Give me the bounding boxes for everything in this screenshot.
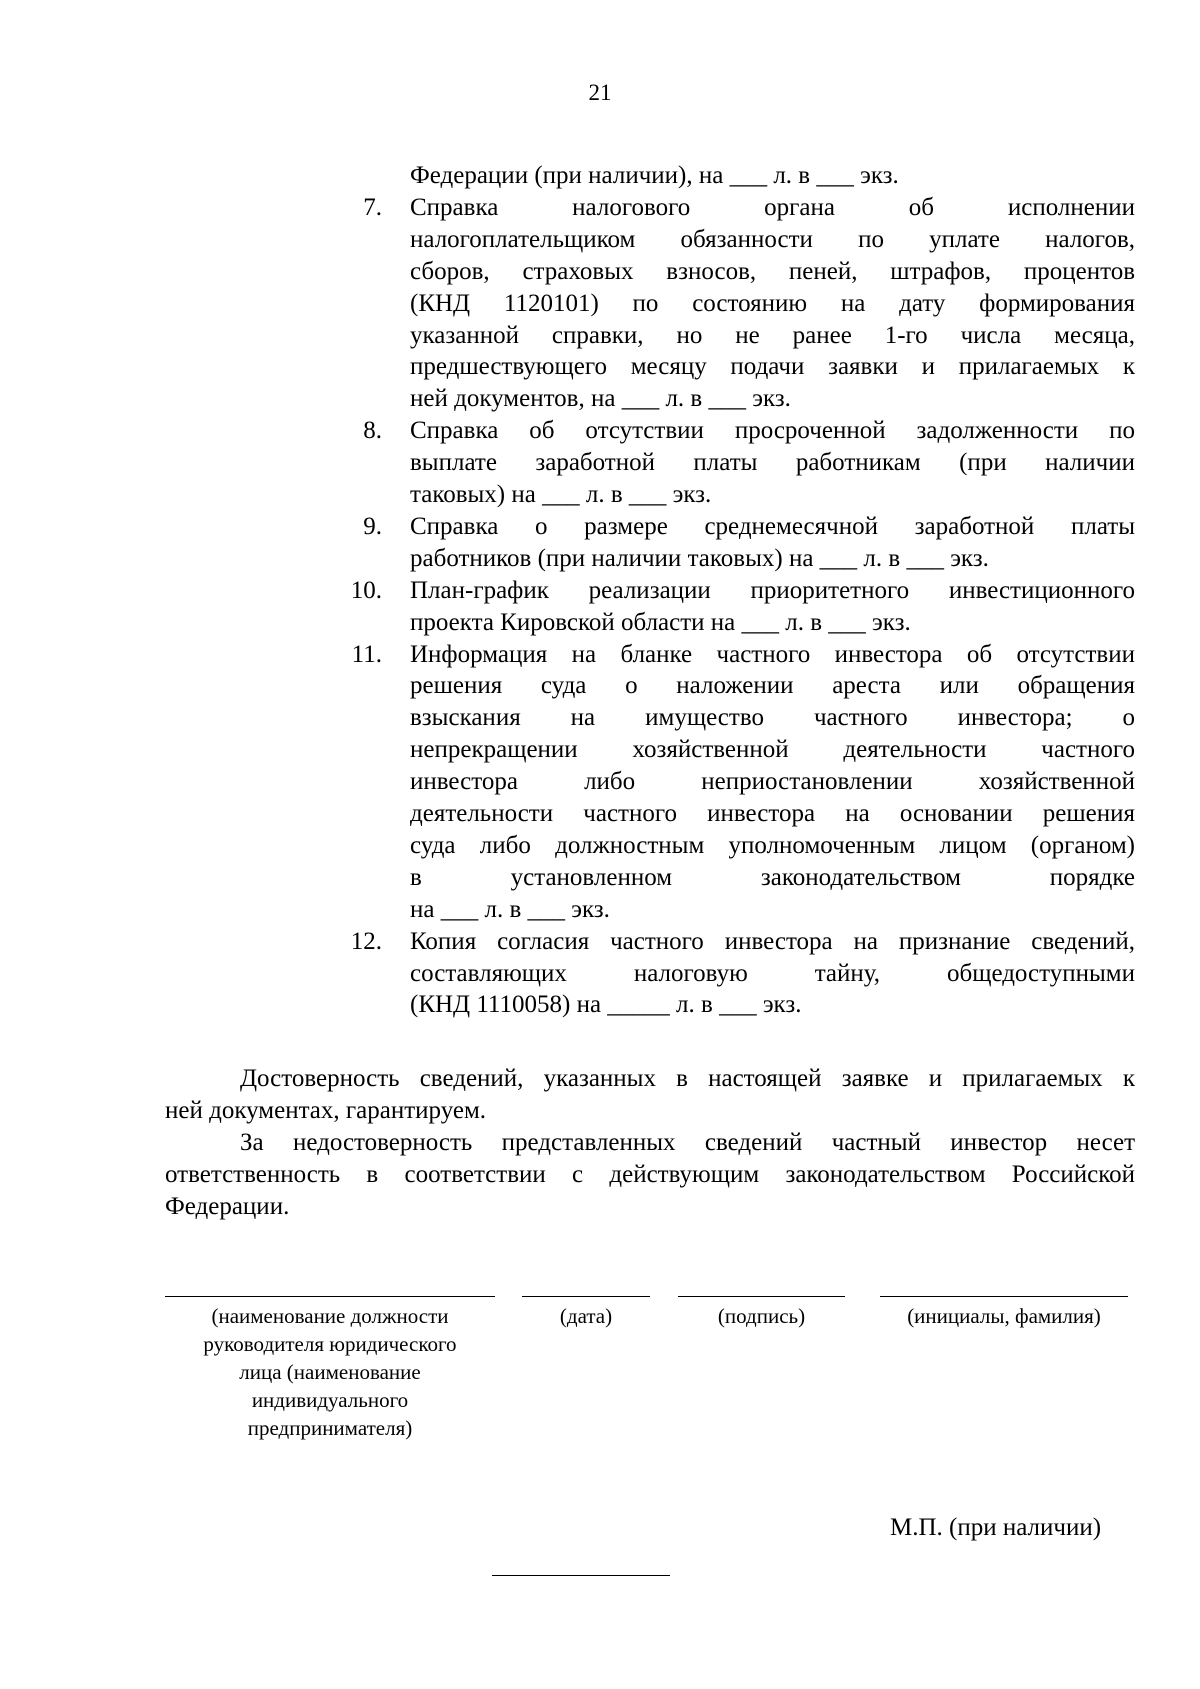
signature-line-sign — [678, 1296, 845, 1297]
list-item-line: инвестора либо неприостановлении хозяйственной — [410, 768, 1135, 796]
list-item-line: Справка налогового органа об исполнении — [410, 193, 1135, 221]
list-item-line: в установленном законодательством порядке — [410, 863, 1135, 891]
list-item-line: ней документов, на ___ л. в ___ экз. — [410, 385, 791, 413]
page-number: 21 — [588, 80, 612, 105]
footer-rule — [492, 1575, 670, 1576]
signature-line-date — [522, 1296, 650, 1297]
list-item-line: предшествующего месяцу подачи заявки и прилагаемых к — [410, 353, 1135, 381]
signature-line-name — [880, 1296, 1128, 1297]
list-item-line: Копия согласия частного инвестора на признание сведений, — [410, 927, 1135, 955]
paragraph-line: ней документах, гарантируем. — [165, 1097, 487, 1124]
list-item-number: 11. — [351, 640, 382, 668]
list-item-number: 8. — [363, 417, 382, 445]
list-item-line: составляющих налоговую тайну, общедоступными — [410, 959, 1135, 987]
list-item-line: суда либо должностным уполномоченным лицом (органом) — [410, 831, 1135, 859]
position-caption-line: индивидуального — [251, 1388, 409, 1412]
paragraph-line: ответственность в соответствии с действующим законодательством Российской — [165, 1161, 1135, 1188]
list-item-line: деятельности частного инвестора на основании решения — [410, 800, 1135, 827]
list-item-line: работников (при наличии таковых) на ___ л. в ___ экз. — [410, 544, 989, 572]
list-item-number: 7. — [363, 193, 382, 221]
paragraph-line: Федерации. — [165, 1193, 290, 1220]
list-item-line: выплате заработной платы работникам (при наличии — [410, 449, 1135, 477]
list-item-line: непрекращении хозяйственной деятельности частного — [410, 736, 1135, 764]
list-item-line: План-график реализации приоритетного инвестиционного — [410, 576, 1135, 604]
list-item-line: на ___ л. в ___ экз. — [410, 895, 610, 923]
list-item-line: взыскания на имущество частного инвестора; о — [410, 704, 1135, 732]
signature-line-position — [165, 1296, 495, 1297]
list-item-line: сборов, страховых взносов, пеней, штрафов, процентов — [410, 257, 1135, 285]
paragraph-line: За недостоверность представленных сведений частный инвестор несет — [240, 1129, 1135, 1156]
list-item-line: Информация на бланке частного инвестора об отсутствии — [410, 640, 1135, 668]
position-caption-line: руководителя юридического — [203, 1332, 457, 1356]
position-caption — [165, 1302, 495, 1442]
list-item-line: проекта Кировской области на ___ л. в ___ экз. — [410, 608, 911, 636]
stamp-note: М.П. (при наличии) — [890, 1514, 1102, 1541]
list-item-line: Справка о размере среднемесячной заработной платы — [410, 512, 1135, 540]
list-item-line: Справка об отсутствии просроченной задолженности по — [410, 417, 1135, 445]
list-item-line: решения суда о наложении ареста или обращения — [410, 672, 1135, 700]
list-item-number: 9. — [363, 512, 382, 540]
paragraph-line: Достоверность сведений, указанных в настоящей заявке и прилагаемых к — [240, 1065, 1135, 1092]
name-caption: (инициалы, фамилия) — [907, 1304, 1101, 1328]
list-item-line: Федерации (при наличии), на ___ л. в ___ экз. — [410, 162, 899, 189]
list-item-line: указанной справки, но не ранее 1-го числа месяца, — [410, 321, 1135, 349]
position-caption-line: лица (наименование — [239, 1360, 421, 1384]
list-item-line: налогоплательщиком обязанности по уплате налогов, — [410, 225, 1135, 253]
list-item-line: таковых) на ___ л. в ___ экз. — [410, 481, 712, 508]
list-item-number: 12. — [350, 927, 382, 955]
sign-caption: (подпись) — [717, 1304, 806, 1328]
position-caption-line: (наименование должности — [211, 1304, 449, 1328]
list-item-line: (КНД 1110058) на _____ л. в ___ экз. — [410, 991, 802, 1019]
position-caption-line: предпринимателя) — [247, 1416, 413, 1440]
list-item-line: (КНД 1120101) по состоянию на дату формирования — [410, 289, 1135, 317]
date-caption: (дата) — [559, 1304, 613, 1328]
list-item-number: 10. — [350, 576, 382, 604]
